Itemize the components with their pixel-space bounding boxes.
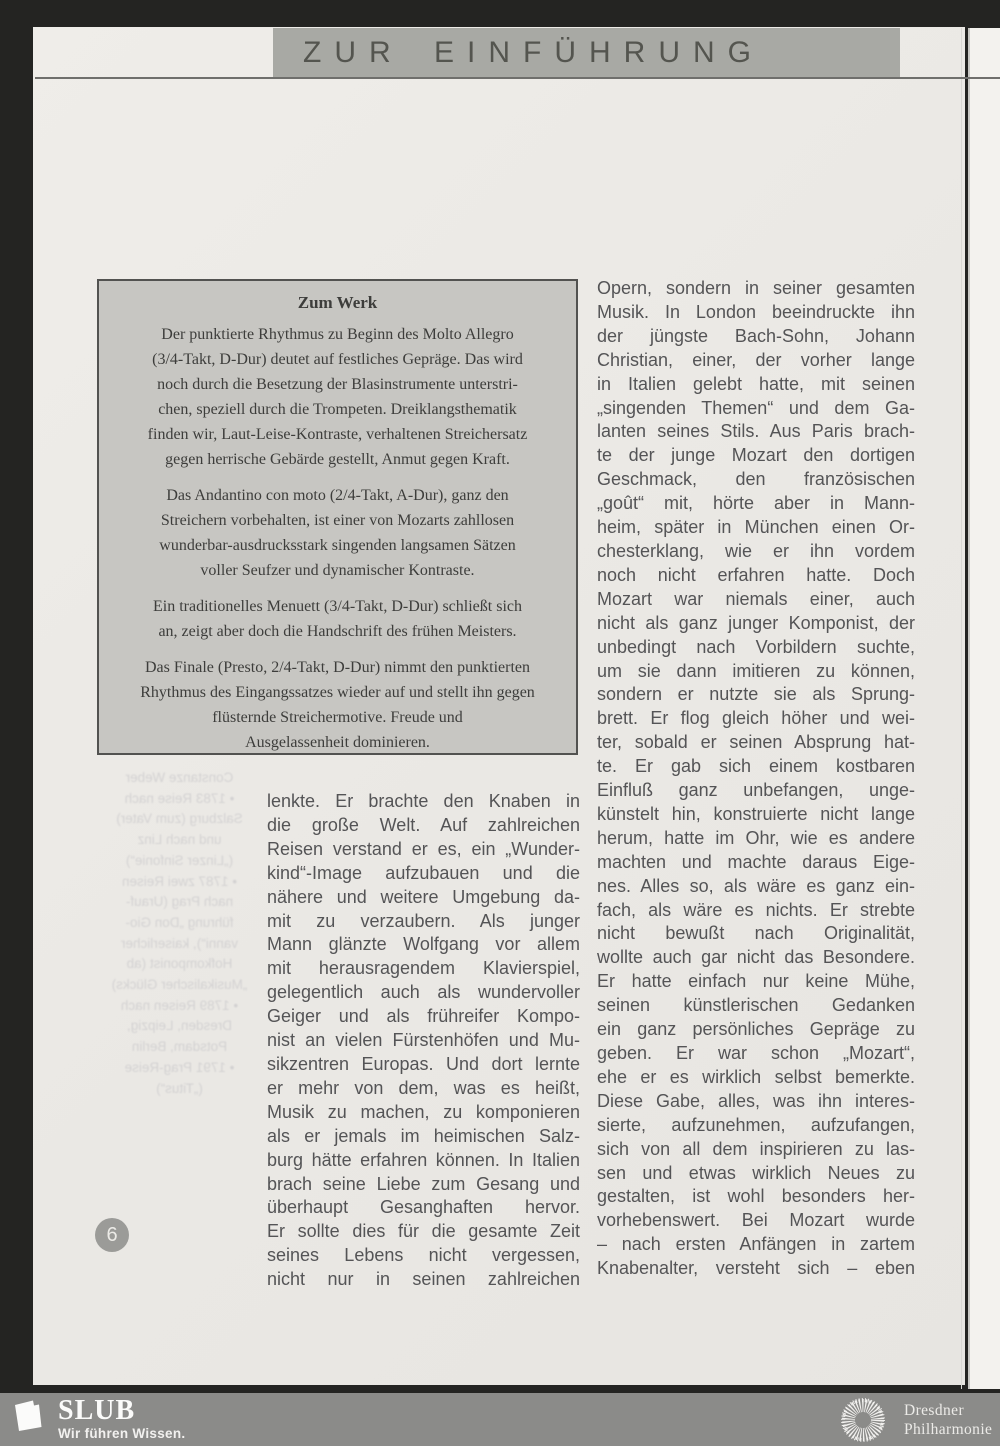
section-title: ZUR EINFÜHRUNG (303, 35, 764, 69)
page-fold-line (961, 28, 962, 1389)
slub-book-icon (13, 1398, 43, 1432)
slub-tagline: Wir führen Wissen. (58, 1426, 186, 1441)
philharmonie-starburst-icon (838, 1395, 888, 1445)
work-box-title: Zum Werk (297, 293, 378, 312)
philharmonie-line2: Philharmonie (904, 1421, 993, 1438)
bleedthrough-text: Constanze Weber • 1783 Reise nach Salzburg (zum Vater) und nach Linz („Linzer Sinfonie“) • 1787 zwei Reisen nach Prag (Urauf- führung „Don Gio- vanni“), kaiserlicher Hofkomponist (ab „Musikalischer Glücks) • 1789 Reisen nach Dresden, Leipzig, Potsdam, Berlin • 1791 Prag-Reise („Titus“) (111, 770, 248, 1096)
slub-branding (13, 1396, 185, 1441)
work-box-paragraph-1: Der punktierte Rhythmus zu Beginn des Molto Allegro (3/4-Takt, D-Dur) deutet auf festliches Gepräge. Das wird noch durch die Besetzung der Blasinstrumente unterstri- chen, speziell durch die Trompeten. Dreiklangsthematik finden wir, Laut-Leise-Kontraste, verhaltenen Streichersatz gegen herrische Gebärde gestellt, Anmut gegen Kraft. (147, 326, 528, 468)
slub-logo-text: SLUB (58, 1395, 136, 1426)
philharmonie-branding (838, 1395, 992, 1445)
page-number-badge (95, 1218, 129, 1252)
philharmonie-logo-text (904, 1401, 992, 1439)
work-box-paragraph-4: Das Finale (Presto, 2/4-Takt, D-Dur) nimmt den punktierten Rhythmus des Eingangssatzes wieder auf und stellt ihn gegen flüsternde Streichermotive. Freude und Ausgelassenheit dominieren. (140, 659, 535, 751)
page-number: 6 (106, 1223, 118, 1246)
document-page (33, 27, 965, 1385)
right-text-column: Opern, sondern in seiner gesamten Musik. In London beeindruckte ihn der jüngste Bach-Sohn, Johann Christian, einer, der vorher lange in Italien gelebt hatte, mit seinen „singenden Themen“ und dem Ga- lanten seines Stils. Aus Paris brach- te der junge Mozart den dortigen Geschmack, den französischen „goût“ mit, hörte aber in Mann- heim, später in München einen Or- chesterklang, wie er ihn vordem noch nicht erfahren hatte. Doch Mozart war niemals einer, auch nicht als ganz junger Komponist, der unbedingt nach Vorbildern suchte, um sie dann imitieren zu können, sondern er nutzte sie als Sprung- brett. Er flog gleich höher und wei- ter, sobald er seinen Absprung hat- te. Er gab sich einem kostbaren Einfluß ganz unbefangen, unge- künstelt hin, konstruierte nicht lange herum, hatte im Ohr, wie es andere machten und machte daraus Eige- nes. Alles so, als wäre es ganz ein- fach, als wäre es nichts. Er strebte nicht bewußt nach Originalität, wollte auch gar nicht das Besondere. Er hatte einfach nur keine Mühe, seinen künstlerischen Gedanken ein ganz persönliches Gepräge zu geben. Er war schon „Mozart“, ehe er es wirklich selbst bemerkte. Diese Gabe, alles, was ihn interes- sierte, aufzunehmen, aufzufangen, sich von all dem inspirieren zu las- sen und etwas wirklich Neues zu gestalten, ist wohl besonders her- vorhebenswert. Bei Mozart wurde – nach ersten Anfängen in zartem Knabenalter, versteht sich – eben (597, 278, 915, 1279)
work-box-paragraph-2: Das Andantino con moto (2/4-Takt, A-Dur), ganz den Streichern vorbehalten, ist einer von Mozarts zahllosen wunderbar-ausdrucksstark singenden langsamen Sätzen voller Seufzer und dynamischer Kontraste. (159, 487, 516, 579)
header-rule (35, 77, 1000, 79)
left-text-column: lenkte. Er brachte den Knaben in die große Welt. Auf zahlreichen Reisen verstand er es, ein „Wunder- kind“-Image aufzubauen und die nähere und weitere Umgebung da- mit zu verzaubern. Als junger Mann glänzte Wolfgang vor allem mit herausragendem Klavierspiel, gelegentlich auch als wundervoller Geiger und als frühreifer Kompo- nist an vielen Fürstenhöfen und Mu- sikzentren Europas. Und dort lernte er mehr von dem, was es heißt, Musik zu machen, zu komponieren als er jemals im heimischen Salz- burg hätte erfahren können. In Italien brach seine Liebe zum Gesang und überhaupt Gesanghaften hervor. Er sollte dies für die gesamte Zeit seines Lebens nicht vergessen, nicht nur in seinen zahlreichen (267, 791, 580, 1290)
section-header-band (273, 28, 900, 77)
work-summary-box (97, 279, 578, 755)
footer-bar (0, 1393, 1000, 1446)
adjacent-page-edge (968, 28, 1000, 1389)
work-box-paragraph-3: Ein traditionelles Menuett (3/4-Takt, D-Dur) schließt sich an, zeigt aber doch die Handschrift des frühen Meisters. (152, 598, 522, 640)
philharmonie-line1: Dresdner (904, 1402, 965, 1419)
